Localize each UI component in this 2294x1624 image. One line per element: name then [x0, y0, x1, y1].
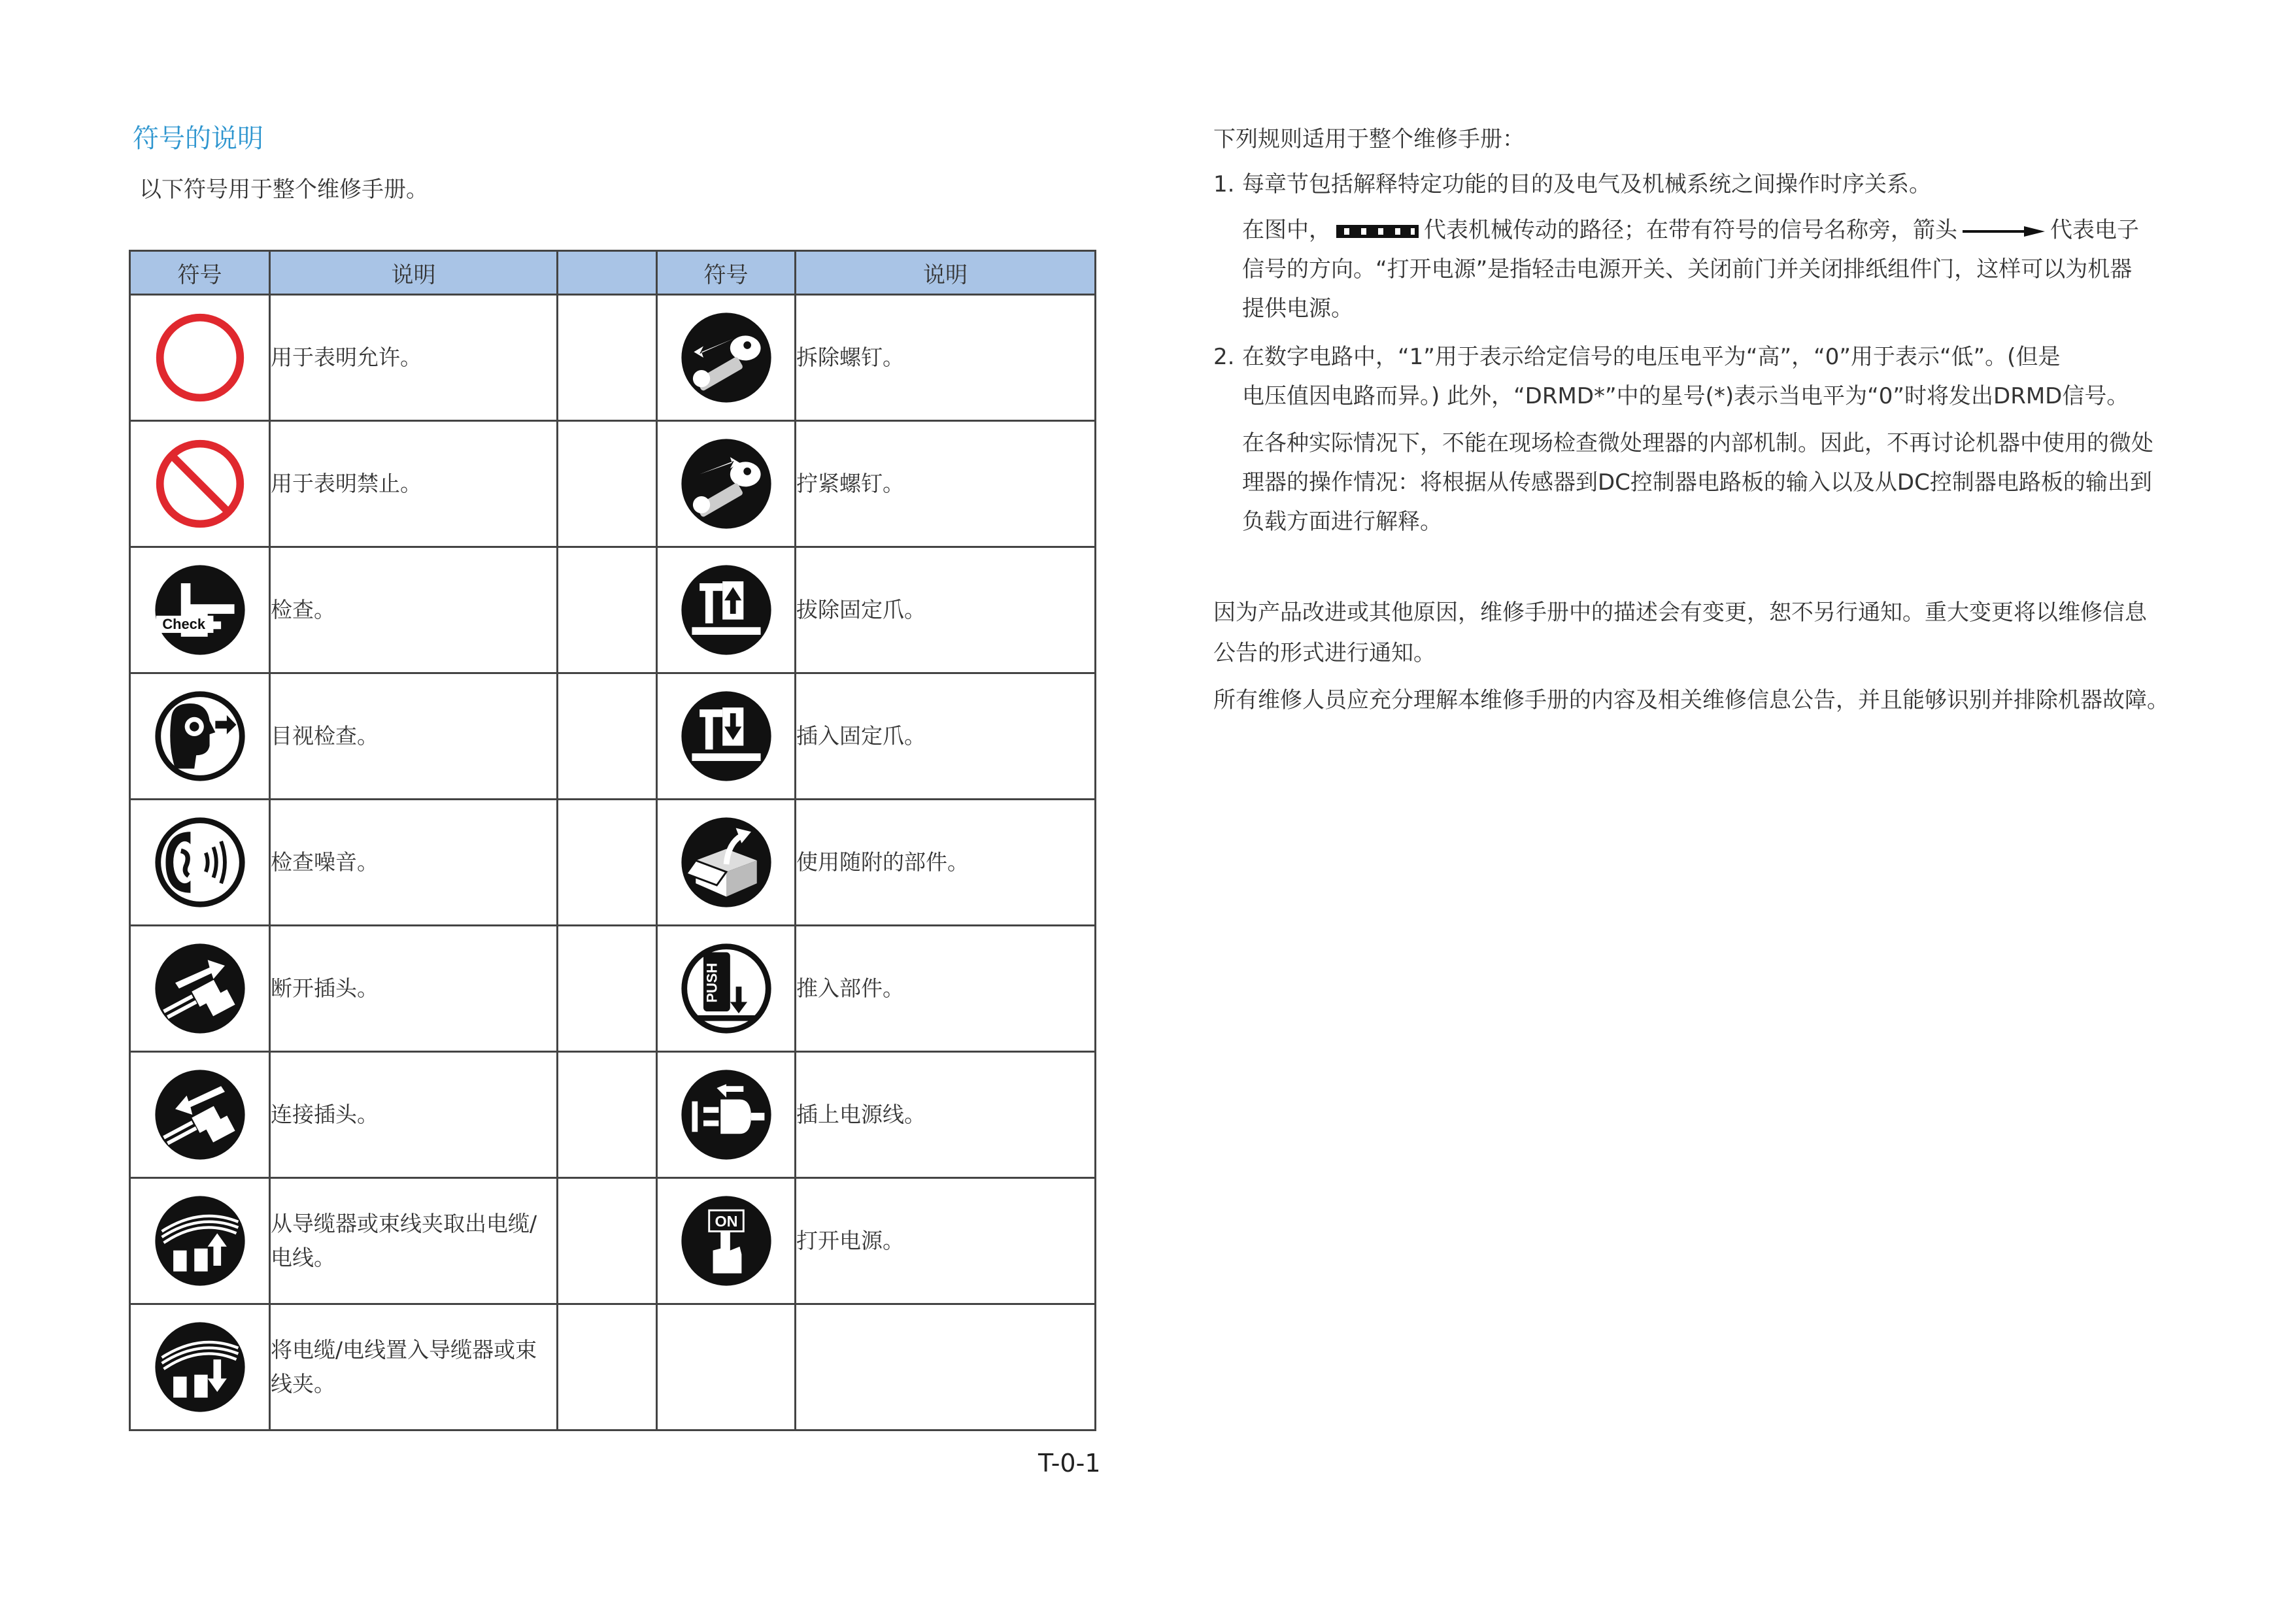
spacer-cell: [558, 926, 657, 1052]
rule-1-detail-line: 提供电源。: [1242, 296, 1353, 322]
header-desc-right: 说明: [796, 251, 1096, 295]
table-id: T-0-1: [1038, 1449, 1101, 1478]
plug-power-cord-icon: [657, 1052, 796, 1178]
symbol-description: 打开电源。: [796, 1178, 1096, 1304]
table-row: [130, 1052, 1096, 1178]
insert-claw-icon: [657, 673, 796, 800]
prohibit-icon: [130, 421, 270, 547]
table-row: [130, 926, 1096, 1052]
spacer-cell: [558, 1052, 657, 1178]
symbol-description: 使用随附的部件。: [796, 800, 1096, 926]
put-cable-in-guide-icon: [130, 1304, 270, 1430]
intro-text: 以下符号用于整个维修手册。: [139, 177, 428, 203]
spacer-cell: [558, 547, 657, 673]
rule-number: 1.: [1213, 171, 1235, 197]
symbol-description: 拧紧螺钉。: [796, 421, 1096, 547]
table-row: [130, 800, 1096, 926]
rule-2-detail-line: 理器的操作情况：将根据从传感器到DC控制器电路板的输入以及从DC控制器电路板的输出到: [1242, 469, 2152, 496]
tighten-screw-icon: [657, 421, 796, 547]
symbol-description: 将电缆/电线置入导缆器或束线夹。: [270, 1304, 558, 1430]
symbol-table: [129, 250, 1096, 1431]
symbol-description: 拆除螺钉。: [796, 295, 1096, 421]
spacer-cell: [558, 295, 657, 421]
service-personnel-note: 所有维修人员应充分理解本维修手册的内容及相关维修信息公告，并且能够识别并排除机器故障。: [1213, 687, 2169, 713]
rule-2: [1213, 337, 2207, 377]
header-symbol-left: 符号: [130, 251, 270, 295]
header-spacer: [558, 251, 657, 295]
symbol-description: 插入固定爪。: [796, 673, 1096, 800]
push-part-icon: [657, 926, 796, 1052]
table-row: [130, 1178, 1096, 1304]
table-row: [130, 295, 1096, 421]
check-icon: [130, 547, 270, 673]
rule-2-detail-line: 在各种实际情况下，不能在现场检查微处理器的内部机制。因此，不再讨论机器中使用的微处: [1242, 430, 2153, 456]
table-row: [130, 1304, 1096, 1430]
symbol-description: 插上电源线。: [796, 1052, 1096, 1178]
signal-direction-arrow-icon: [1961, 225, 2046, 238]
remove-claw-icon: [657, 547, 796, 673]
table-row: [130, 421, 1096, 547]
rule-text: 在数字电路中，“1”用于表示给定信号的电压电平为“高”，“0”用于表示“低”。(但是: [1242, 344, 2061, 370]
permit-icon: [130, 295, 270, 421]
symbol-description: 用于表明允许。: [270, 295, 558, 421]
rule-2-line: 电压值因电路而异。) 此外，“DRMD*”中的星号(*)表示当电平为“0”时将发出DRMD信号。: [1242, 383, 2129, 409]
change-notice-line: 公告的形式进行通知。: [1213, 640, 1436, 666]
noise-check-icon: [130, 800, 270, 926]
on-icon-label: ON: [714, 1213, 738, 1230]
symbol-description: 从导缆器或束线夹取出电缆/电线。: [270, 1178, 558, 1304]
table-row: [130, 673, 1096, 800]
header-symbol-right: 符号: [657, 251, 796, 295]
table-row: [130, 547, 1096, 673]
rule-1: [1213, 165, 2207, 204]
rule-2-detail-line: 负载方面进行解释。: [1242, 509, 1442, 535]
visual-check-icon: [130, 673, 270, 800]
remove-cable-from-guide-icon: [130, 1178, 270, 1304]
symbol-description: 推入部件。: [796, 926, 1096, 1052]
spacer-cell: [558, 1304, 657, 1430]
empty-description-cell: [796, 1304, 1096, 1430]
rule-number: 2.: [1213, 344, 1235, 370]
symbol-description: 用于表明禁止。: [270, 421, 558, 547]
empty-symbol-cell: [657, 1304, 796, 1430]
connect-connector-icon: [130, 1052, 270, 1178]
change-notice-line: 因为产品改进或其他原因，维修手册中的描述会有变更，恕不另行通知。重大变更将以维修信息: [1213, 600, 2147, 626]
rules-heading: 下列规则适用于整个维修手册：: [1213, 126, 1525, 152]
header-desc-left: 说明: [270, 251, 558, 295]
remove-screw-icon: [657, 295, 796, 421]
rule-1-detail-line: 信号的方向。“打开电源”是指轻击电源开关、关闭前门并关闭排纸组件门，这样可以为机器: [1242, 256, 2133, 282]
spacer-cell: [558, 421, 657, 547]
symbol-description: 连接插头。: [270, 1052, 558, 1178]
spacer-cell: [558, 1178, 657, 1304]
symbol-description: 断开插头。: [270, 926, 558, 1052]
power-on-icon: [657, 1178, 796, 1304]
mechanical-drive-path-icon: [1335, 223, 1420, 240]
spacer-cell: [558, 673, 657, 800]
symbol-description: 检查噪音。: [270, 800, 558, 926]
page-title: 符号的说明: [133, 124, 263, 154]
table-header-row: [130, 251, 1096, 295]
disconnect-connector-icon: [130, 926, 270, 1052]
symbol-description: 拔除固定爪。: [796, 547, 1096, 673]
use-bundled-part-icon: [657, 800, 796, 926]
rule-text: 每章节包括解释特定功能的目的及电气及机械系统之间操作时序关系。: [1242, 171, 1931, 197]
symbol-description: 目视检查。: [270, 673, 558, 800]
check-icon-label: Check: [161, 616, 205, 633]
push-icon-label: PUSH: [703, 962, 720, 1003]
spacer-cell: [558, 800, 657, 926]
symbol-description: 检查。: [270, 547, 558, 673]
rule-1-detail-line: 在图中， 代表机械传动的路径；在带有符号的信号名称旁，箭头 代表电子: [1242, 217, 2139, 243]
